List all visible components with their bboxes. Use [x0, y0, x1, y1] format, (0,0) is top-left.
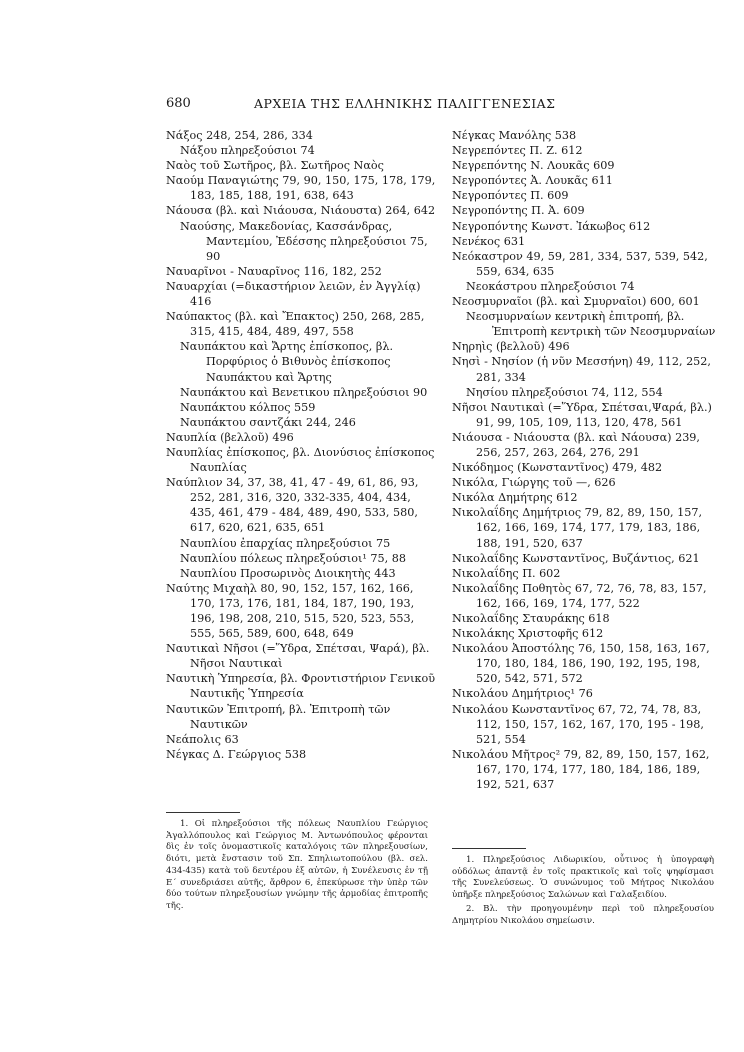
index-entry: Ναυτικὴ Ὑπηρεσία, βλ. Φροντιστήριον Γενικοῦ Ναυτικῆς Ὑπηρεσία [166, 672, 435, 701]
index-column-left [166, 128, 438, 762]
index-entry: Ναυτικῶν Ἐπιτροπή, βλ. Ἐπιτροπὴ τῶν Ναυτικῶν [166, 702, 391, 731]
index-entry: Νικολαΐδης Σταυράκης 618 [452, 612, 610, 625]
index-entry: Νικολαΐδης Π. 602 [452, 566, 561, 580]
index-entry: Νέγκας Δ. Γεώργιος 538 [166, 747, 307, 761]
index-entry: Νικολάου Μῆτρος² 79, 82, 89, 150, 157, 162, 167, 170, 174, 177, 180, 184, 186, 189, 192, 521, 637 [452, 747, 710, 792]
index-entry: Ναυτικαὶ Νῆσοι (=Ὕδρα, Σπέτσαι, Ψαρά), βλ. Νῆσοι Ναυτικαὶ [166, 642, 430, 671]
index-entry: Νησὶ - Νησίον (ἡ νῦν Μεσσήνη) 49, 112, 252, 281, 334 [452, 355, 711, 384]
index-entry: Ναύπλιον 34, 37, 38, 41, 47 - 49, 61, 86, 93, 252, 281, 316, 320, 332-335, 404, 434, 435, 461, 479 - 484, 489, 490, 533, 580, 617, 620, 621, 635, 651 [166, 476, 419, 535]
index-entry: Ναυαρῖνοι - Ναυαρῖνος 116, 182, 252 [166, 264, 382, 278]
index-entry: Νικολαΐδης Δημήτριος 79, 82, 89, 150, 157, 162, 166, 169, 174, 177, 179, 183, 186, 188, 191, 520, 637 [452, 506, 703, 550]
index-entry: Ναυπλίας ἐπίσκοπος, βλ. Διονύσιος ἐπίσκοπος Ναυπλίας [166, 445, 435, 475]
index-entry: Νικόλα, Γιώργης τοῦ —, 626 [452, 476, 616, 490]
index-entry: Νικολάκης Χριστοφῆς 612 [452, 627, 604, 641]
index-entry: Νενέκος 631 [452, 234, 526, 248]
running-header: ΑΡΧΕΙΑ ΤΗΣ ΕΛΛΗΝΙΚΗΣ ΠΑΛΙΓΓΕΝΕΣΙΑΣ [254, 96, 556, 111]
index-column-right [452, 128, 724, 792]
index-subentry: Ναυπάκτου σαντζάκι 244, 246 [180, 415, 356, 429]
index-entry: Νικολαΐδης Ποθητὸς 67, 72, 76, 78, 83, 157, 162, 166, 169, 174, 177, 522 [452, 581, 707, 610]
index-entry: Νεγροπόντης Κωνστ. Ἰάκωβος 612 [452, 219, 651, 233]
index-entry: Ναούμ Παναγιώτης 79, 90, 150, 175, 178, 179, 183, 185, 188, 191, 638, 643 [166, 174, 436, 203]
index-entry: Ναύτης Μιχαὴλ 80, 90, 152, 157, 162, 166, 170, 173, 176, 181, 184, 187, 190, 193, 196, 198, 208, 210, 515, 520, 523, 553, 555, 565, 589, 600, 648, 649 [166, 581, 415, 641]
index-subentry: Ναυπάκτου καὶ Βενετικου πληρεξούσιοι 90 [180, 385, 428, 399]
index-subentry: Ναυπλίου ἐπαρχίας πληρεξούσιοι 75 [180, 536, 391, 550]
index-entry: Νικολάου Δημήτριος¹ 76 [452, 687, 593, 701]
footnote-rule [166, 812, 240, 813]
index-entry: Νεγροπόντες Ἀ. Λουκᾶς 611 [452, 174, 613, 188]
index-subentry: Νησίου πληρεξούσιοι 74, 112, 554 [466, 385, 663, 399]
index-entry: Ναυαρχίαι (=δικαστήριον λειῶν, ἐν Ἀγγλίᾳ) 416 [166, 279, 421, 309]
index-entry: Νικόλα Δημήτρης 612 [452, 491, 578, 505]
index-subentry: Ναυπάκτου καὶ Ἄρτης ἐπίσκοπος, βλ. Πορφύριος ὁ Βιθυνὸς ἐπίσκοπος Ναυπάκτου καὶ Ἄρτης [180, 340, 394, 384]
index-entry: Νεόκαστρον 49, 59, 281, 334, 537, 539, 542, 559, 634, 635 [452, 249, 708, 278]
index-entry: Νεγροπόντης Π. Ἀ. 609 [452, 204, 585, 218]
index-entry: Ναύπακτος (βλ. καὶ Ἔπακτος) 250, 268, 285, 315, 415, 484, 489, 497, 558 [166, 310, 425, 339]
index-entry: Νικολαΐδης Κωνσταντῖνος, Βυζάντιος, 621 [452, 551, 700, 565]
footnote: 1. Πληρεξούσιος Λιδωρικίου, οὗτινος ἡ ὑπογραφὴ οὐδόλως ἀπαντᾷ ἐν τοῖς πρακτικοῖς καὶ τοῖς ψηφίσμασι τῆς Συνελεύσεως. Ὁ συνώνυμος τοῦ Μήτρος Νικολάου ὑπῆρξε πληρεξούσιος Σαλώνων καὶ Γαλαξειδίου. [452, 855, 714, 901]
footnotes-left [166, 812, 428, 915]
index-subentry: Ναυπάκτου κόλπος 559 [180, 400, 316, 414]
index-subentry: Νάξου πληρεξούσιοι 74 [180, 144, 315, 158]
index-entry: Νηρηὶς (βελλοῦ) 496 [452, 340, 570, 354]
index-entry: Νιάουσα - Νιάουστα (βλ. καὶ Νάουσα) 239, 256, 257, 263, 264, 276, 291 [452, 430, 700, 459]
index-entry: Νικολάου Ἀποστόλης 76, 150, 158, 163, 167, 170, 180, 184, 186, 190, 192, 195, 198, 520, 542, 571, 572 [452, 642, 710, 686]
index-entry: Νεγρεπόντης Ν. Λουκᾶς 609 [452, 159, 615, 173]
index-entry: Νάουσα (βλ. καὶ Νιάουσα, Νιάουστα) 264, 642 [166, 204, 436, 218]
footnote: 1. Οἱ πληρεξούσιοι τῆς πόλεως Ναυπλίου Γεώργιος Ἀγαλλόπουλος καὶ Γεώργιος Μ. Ἀντωνόπουλος φέρονται δὶς ἐν τοῖς ὀνομαστικοῖς καταλόγοις τῶν πληρεξουσίων, διότι, μετὰ ἔνστασιν τοῦ Σπ. Σπηλιωτοπούλου (βλ. σελ. 434-435) κατὰ τοῦ δευτέρου ἐξ αὐτῶν, ἡ Συνέλευσις ἐν τῇ Ε΄ συνεδριάσει αὐτῆς, ἄρθρον 6, ἐπεκύρωσε τὴν ὑπὲρ τῶν δύο τούτων πληρεξουσίων γνώμην τῆς ἁρμοδίας ἐπιτροπῆς τῆς. [166, 819, 428, 911]
index-subentry: Ναυπλίου πόλεως πληρεξούσιοι¹ 75, 88 [180, 551, 406, 565]
index-entry: Νικόδημος (Κωνσταντῖνος) 479, 482 [452, 461, 663, 475]
index-entry: Νικολάου Κωνσταντῖνος 67, 72, 74, 78, 83, 112, 150, 157, 162, 167, 170, 195 - 198, 521, 554 [452, 702, 704, 746]
index-subentry: Ναυπλίου Προσωρινὸς Διοικητὴς 443 [180, 566, 396, 580]
index-entry: Νάξος 248, 254, 286, 334 [166, 129, 313, 142]
index-entry: Νεάπολις 63 [166, 732, 239, 746]
index-entry: Νεοσμυρναῖοι (βλ. καὶ Σμυρναῖοι) 600, 601 [452, 295, 700, 309]
index-entry: Ναὸς τοῦ Σωτῆρος, βλ. Σωτῆρος Ναὸς [166, 159, 384, 173]
footnote: 2. Βλ. τὴν προηγουμένην περὶ τοῦ πληρεξουσίου Δημητρίου Νικολάου σημείωσιν. [452, 903, 714, 926]
index-subentry: Νεοσμυρναίων κεντρικὴ ἐπιτροπή, βλ. Ἐπιτροπὴ κεντρικὴ τῶν Νεοσμυρναίων [466, 310, 716, 339]
index-entry: Νεγρεπόντες Π. Ζ. 612 [452, 144, 583, 158]
index-entry: Νεγροπόντες Π. 609 [452, 189, 569, 203]
index-entry: Νέγκας Μανόλης 538 [452, 129, 577, 142]
index-subentry: Νεοκάστρου πληρεξούσιοι 74 [466, 279, 635, 293]
index-subentry: Ναούσης, Μακεδονίας, Κασσάνδρας, Μαντεμίου, Ἐδέσσης πληρεξούσιοι 75, 90 [180, 219, 428, 263]
footnote-rule [452, 848, 526, 849]
page-number: 680 [166, 96, 191, 111]
index-entry: Νῆσοι Ναυτικαὶ (=Ὕδρα, Σπέτσαι,Ψαρά, βλ.) 91, 99, 105, 109, 113, 120, 478, 561 [452, 400, 712, 429]
footnotes-right [452, 848, 714, 929]
index-entry: Ναυπλία (βελλοῦ) 496 [166, 430, 294, 444]
